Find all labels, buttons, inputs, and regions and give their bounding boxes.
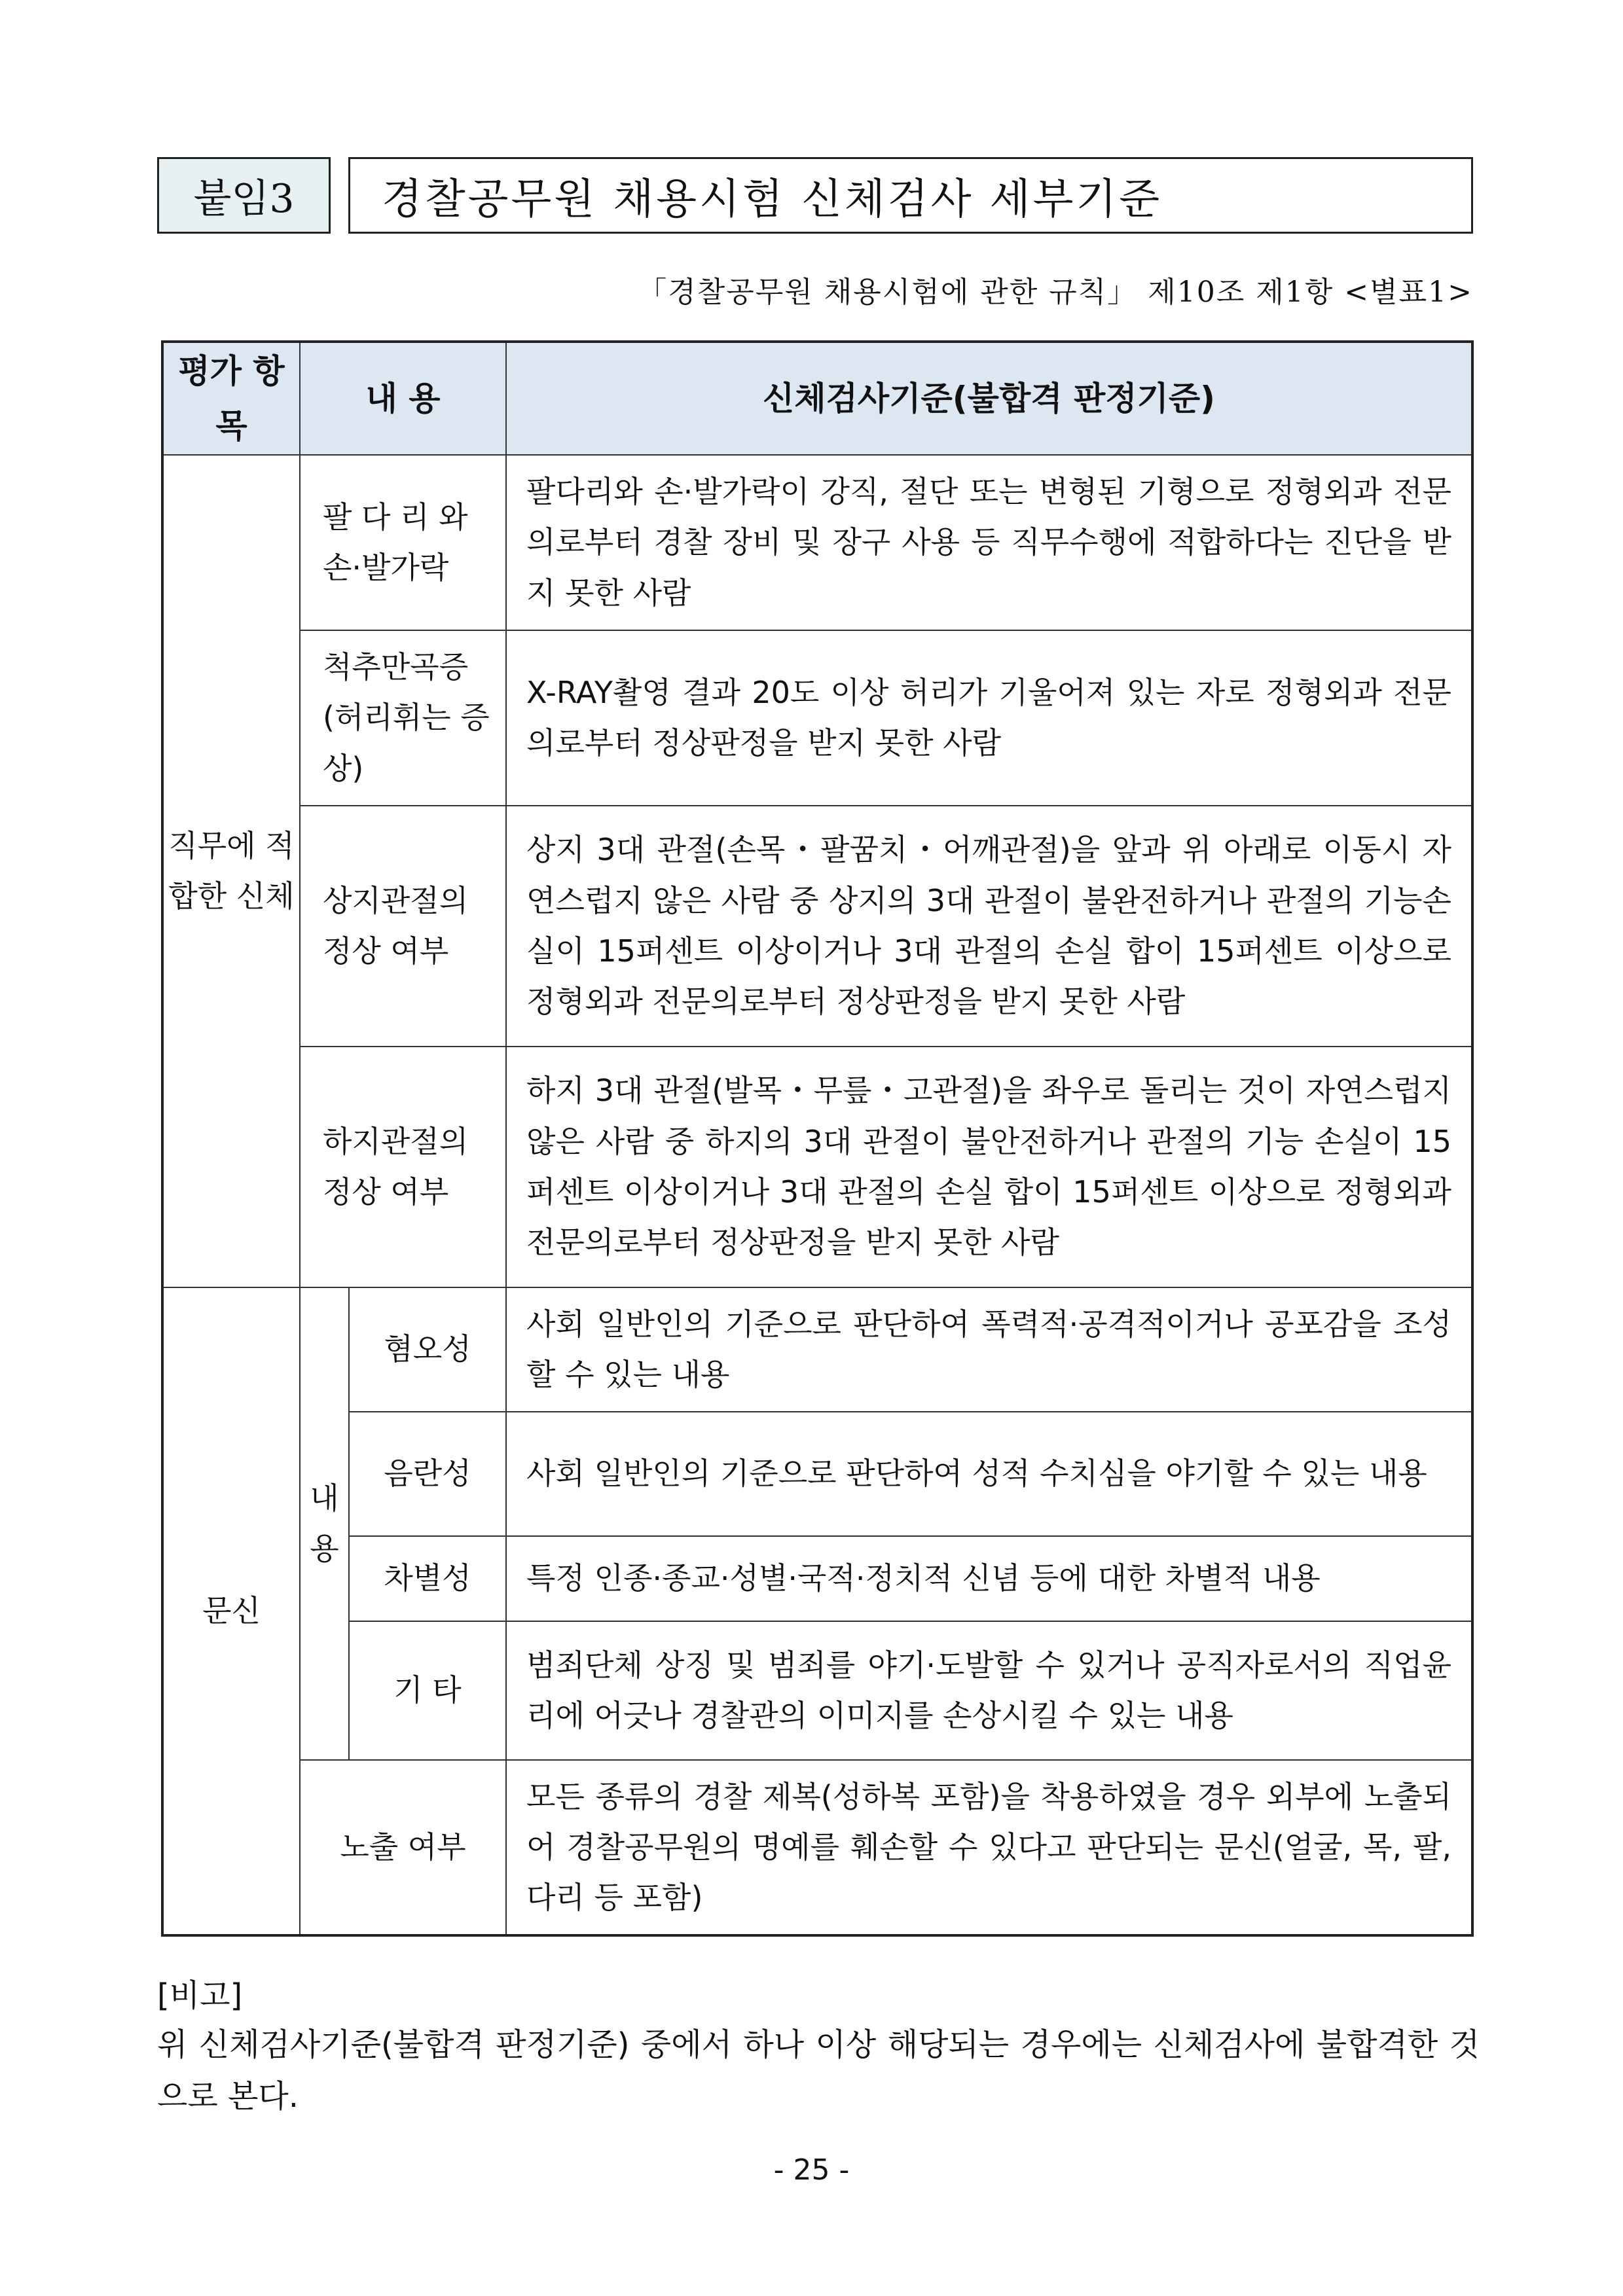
table-row	[162, 1047, 1472, 1287]
item-label: 팔 다 리 와 손·발가락	[300, 455, 506, 630]
criterion-text: 특정 인종·종교·성별·국적·정치적 신념 등에 대한 차별적 내용	[506, 1536, 1472, 1621]
item-label: 하지관절의 정상 여부	[300, 1047, 506, 1287]
table-row	[162, 1287, 1472, 1412]
table-row	[162, 455, 1472, 630]
page-title: 경찰공무원 채용시험 신체검사 세부기준	[348, 157, 1473, 234]
criterion-text: X-RAY촬영 결과 20도 이상 허리가 기울어져 있는 자로 정형외과 전문의로부터 정상판정을 받지 못한 사람	[506, 630, 1472, 806]
column-header-category: 평가 항목	[162, 342, 300, 455]
item-label: 노출 여부	[300, 1760, 506, 1935]
table-row	[162, 630, 1472, 806]
attachment-label: 붙임3	[157, 157, 331, 234]
criteria-table	[161, 340, 1474, 1937]
table-row	[162, 1412, 1472, 1536]
criterion-text: 사회 일반인의 기준으로 판단하여 폭력적·공격적이거나 공포감을 조성할 수 있는 내용	[506, 1287, 1472, 1412]
item-label: 음란성	[349, 1412, 506, 1536]
column-header-criterion: 신체검사기준(불합격 판정기준)	[506, 342, 1472, 455]
criterion-text: 모든 종류의 경찰 제복(성하복 포함)을 착용하였을 경우 외부에 노출되어 경찰공무원의 명예를 훼손할 수 있다고 판단되는 문신(얼굴, 목, 팔, 다리 등 포함)	[506, 1760, 1472, 1935]
content-group-label: 내 용	[300, 1287, 349, 1760]
item-label: 혐오성	[349, 1287, 506, 1412]
page-number: - 25 -	[773, 2153, 850, 2187]
criterion-text: 상지 3대 관절(손목・팔꿈치・어깨관절)을 앞과 위 아래로 이동시 자연스럽지 않은 사람 중 상지의 3대 관절이 불완전하거나 관절의 기능손실이 15퍼센트 이상이거나 3대 관절의 손실 합이 15퍼센트 이상으로 정형외과 전문의로부터 정상판정을 받지 못한 사람	[506, 806, 1472, 1047]
criterion-text: 하지 3대 관절(발목・무릎・고관절)을 좌우로 돌리는 것이 자연스럽지 않은 사람 중 하지의 3대 관절이 불안전하거나 관절의 기능 손실이 15퍼센트 이상이거나 3대 관절의 손실 합이 15퍼센트 이상으로 정형외과 전문의로부터 정상판정을 받지 못한 사람	[506, 1047, 1472, 1287]
note-text: 위 신체검사기준(불합격 판정기준) 중에서 하나 이상 해당되는 경우에는 신체검사에 불합격한 것으로 본다.	[157, 2026, 1480, 2115]
item-label: 기 타	[349, 1621, 506, 1760]
criterion-text: 팔다리와 손·발가락이 강직, 절단 또는 변형된 기형으로 정형외과 전문의로부터 경찰 장비 및 장구 사용 등 직무수행에 적합하다는 진단을 받지 못한 사람	[506, 455, 1472, 630]
item-label: 척추만곡증 (허리휘는 증상)	[300, 630, 506, 806]
table-row	[162, 806, 1472, 1047]
item-label: 차별성	[349, 1536, 506, 1621]
category-tattoo: 문신	[162, 1287, 300, 1935]
table-row	[162, 1621, 1472, 1760]
category-physical-fitness: 직무에 적합한 신체	[162, 455, 300, 1287]
column-header-content: 내 용	[300, 342, 506, 455]
item-label: 상지관절의 정상 여부	[300, 806, 506, 1047]
table-row	[162, 1536, 1472, 1621]
criterion-text: 범죄단체 상징 및 범죄를 야기·도발할 수 있거나 공직자로서의 직업윤리에 어긋나 경찰관의 이미지를 손상시킬 수 있는 내용	[506, 1621, 1472, 1760]
table-row	[162, 1760, 1472, 1935]
criterion-text: 사회 일반인의 기준으로 판단하여 성적 수치심을 야기할 수 있는 내용	[506, 1412, 1472, 1536]
note-heading: [비고]	[157, 1977, 243, 2014]
source-reference: 「경찰공무원 채용시험에 관한 규칙」 제10조 제1항 <별표1>	[638, 276, 1473, 309]
table-header-row	[162, 342, 1472, 455]
